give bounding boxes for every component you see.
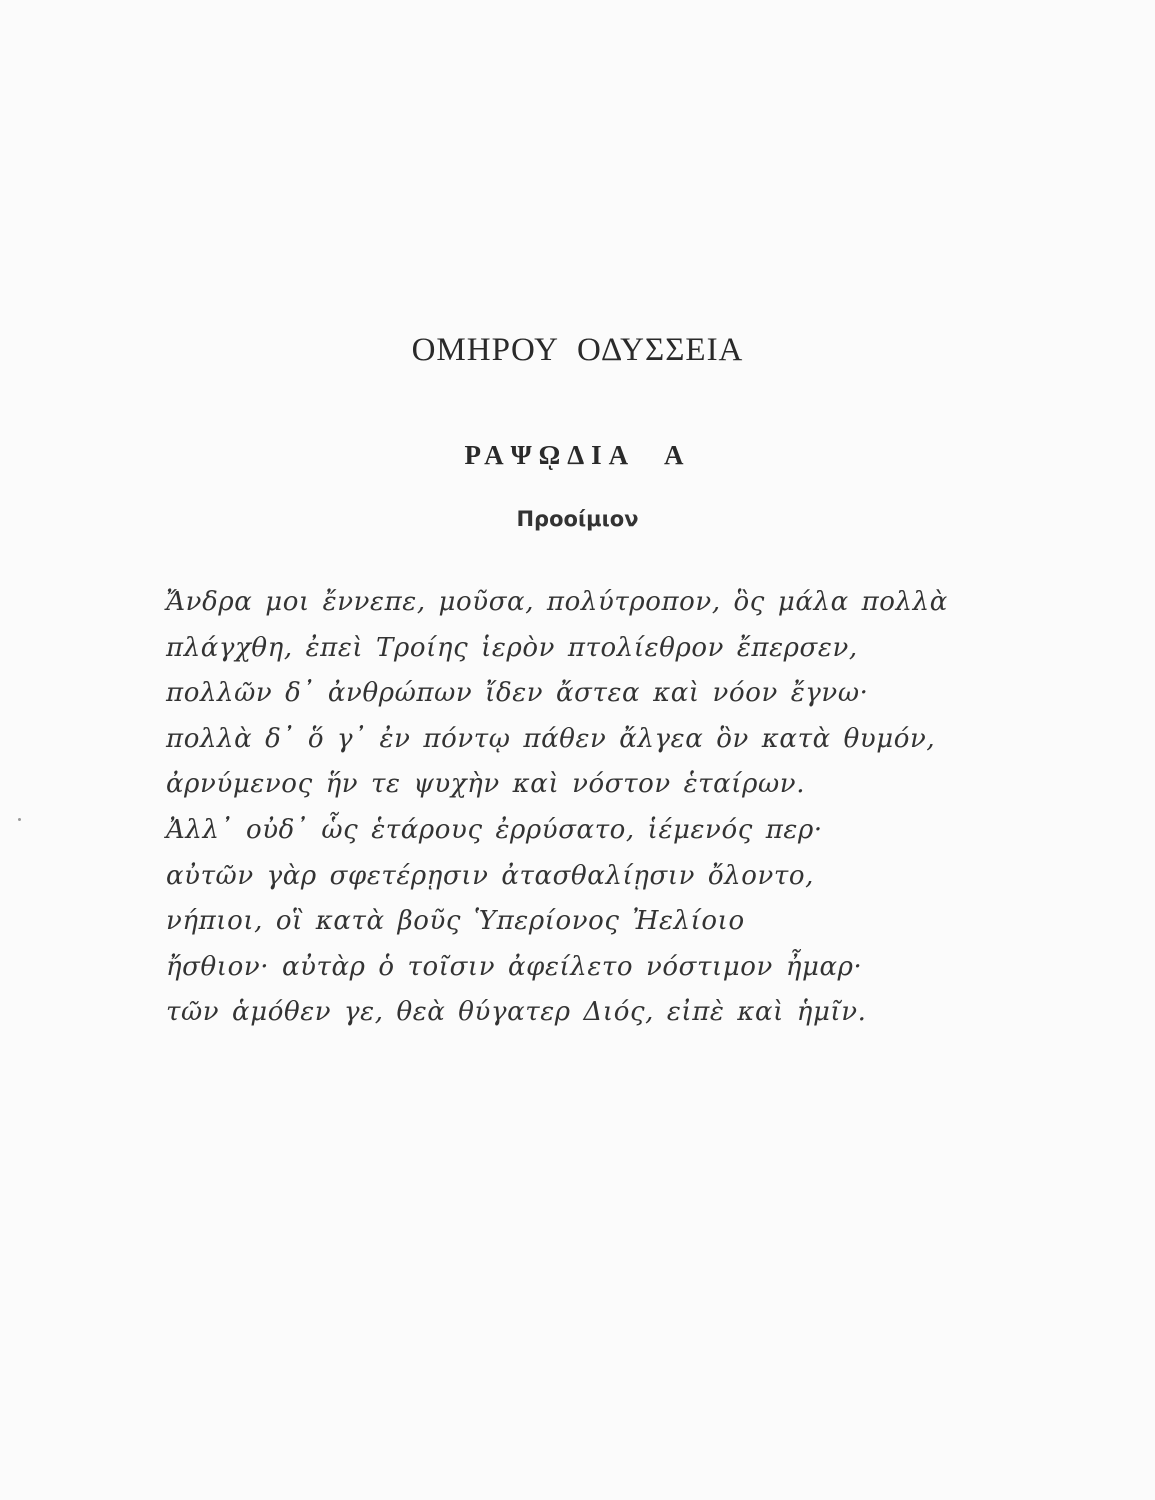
- verse-line: πλάγχθη, ἐπεὶ Τροίης ἱερὸν πτολίεθρον ἔπερσεν,: [166, 632, 858, 663]
- verse-line: αὐτῶν γὰρ σφετέρῃσιν ἀτασθαλίῃσιν ὄλοντο,: [166, 860, 814, 891]
- verse-line: Ἀλλ᾽ οὐδ᾽ ὧς ἑτάρους ἐρρύσατο, ἱέμενός περ·: [166, 814, 823, 845]
- section-subtitle: Προοίμιον: [516, 507, 639, 531]
- verse-line: νήπιοι, οἳ κατὰ βοῦς Ὑπερίονος Ἠελίοιο: [166, 906, 745, 937]
- verse-line: ἀρνύμενος ἥν τε ψυχὴν καὶ νόστον ἑταίρων.: [166, 769, 806, 800]
- verse-line: πολλῶν δ᾽ ἀνθρώπων ἴδεν ἄστεα καὶ νόον ἔγνω·: [166, 678, 869, 709]
- verse-line: ἤσθιον· αὐτὰρ ὁ τοῖσιν ἀφείλετο νόστιμον ἦμαρ·: [166, 951, 863, 982]
- work-title: ΟΜΗΡΟΥ ΟΔΥΣΣΕΙΑ: [411, 332, 744, 368]
- verse-line: Ἄνδρα μοι ἔννεπε, μοῦσα, πολύτροπον, ὃς μάλα πολλὰ: [166, 587, 948, 617]
- verse-list: [166, 580, 1106, 1036]
- margin-speck: [18, 818, 21, 821]
- verse-line: πολλὰ δ᾽ ὅ γ᾽ ἐν πόντῳ πάθεν ἄλγεα ὃν κατὰ θυμόν,: [166, 723, 936, 754]
- verse-line: τῶν ἁμόθεν γε, θεὰ θύγατερ Διός, εἰπὲ καὶ ἡμῖν.: [166, 997, 867, 1028]
- book-heading: ΡΑΨῼΔΙΑ Α: [464, 440, 691, 470]
